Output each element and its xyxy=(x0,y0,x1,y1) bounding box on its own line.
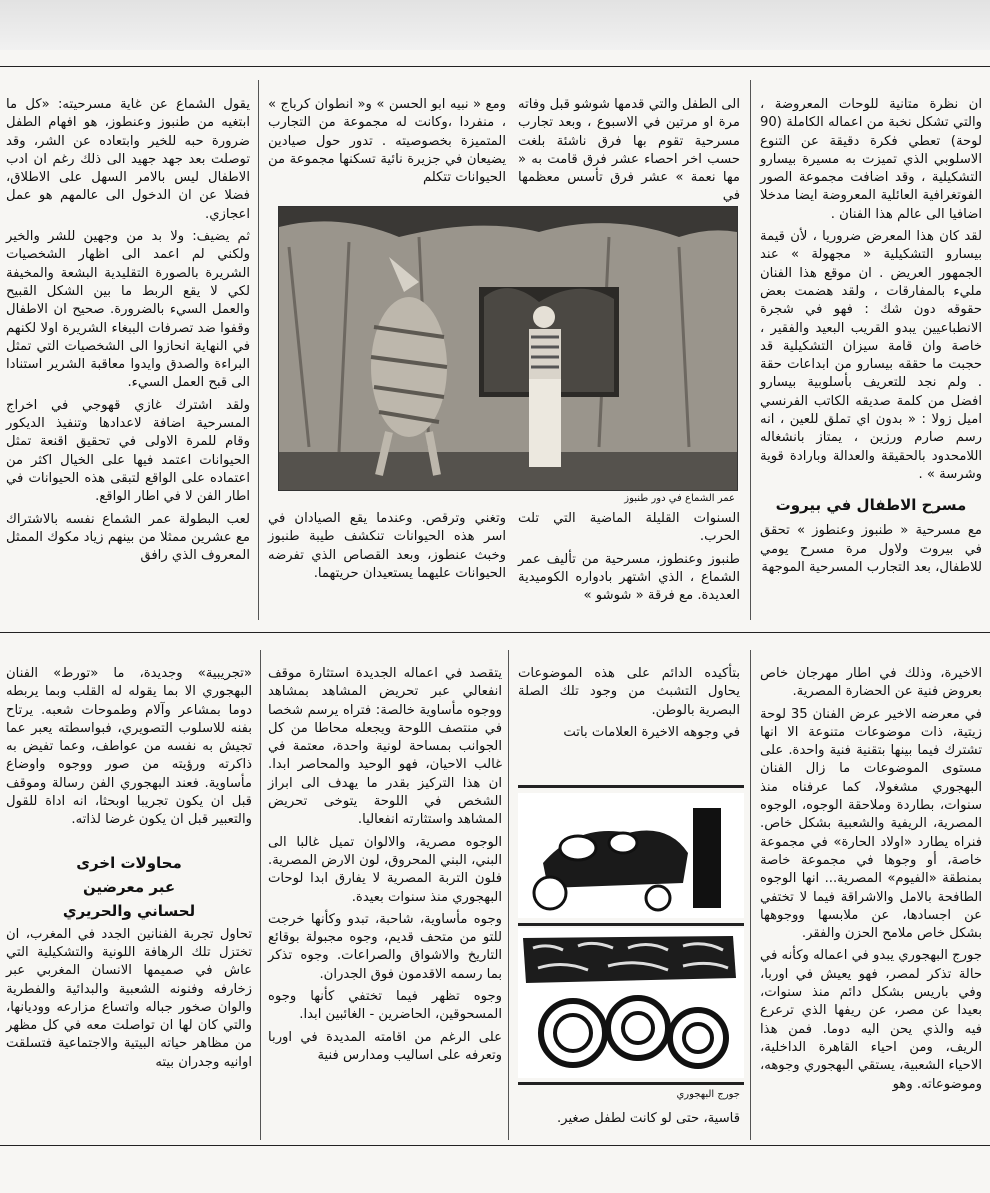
paragraph: بتأكيده الدائم على هذه الموضوعات يحاول التشبث من وجود تلك الصلة البصرية بالوطن. xyxy=(518,666,740,718)
section-heading: عبر معرضين xyxy=(82,877,176,896)
photo-caption: عمر الشماع في دور طنبوز xyxy=(624,493,735,504)
upper-column-3-bottom xyxy=(268,510,506,587)
paragraph: على الرغم من اقامته المديدة في اوربا وتعرفه على اساليب ومدارس فنية xyxy=(268,1029,502,1063)
paragraph: يقول الشماع عن غاية مسرحيته: «كل ما ابتغيه من طنبوز وعنطوز، هو افهام الطفل ضرورة حبه للخير وابتعاده عن الشر، وقد توصلت بعد جهد جهيد الى ذلك رغم ان ادب الاطفال ليس بالامر السهل على الاطلاق، فضلا عن ان الدخول الى عالمهم هو عمل اعجازي. xyxy=(6,97,250,222)
upper-column-2-top xyxy=(518,96,740,210)
paragraph: يتقصد في اعماله الجديدة استثارة موقف انفعالي عبر تحريض المشاهد بمشاهد ووجوه مأساوية خالصة: فتراه يرسم شخصا في منتصف اللوحة ويجعله محاطا من كل الجوانب بمساحة لونية واحدة، معتمة في غالب الاحيان، فهو الوحيد والمحاصر ابدا. ان هذا التركيز بقدر ما يهدف الى ابراز الشخص في اللوحة يتوخى تحريض المشاهد واستثارته انفعاليا. xyxy=(268,666,502,828)
column-divider xyxy=(750,650,751,1140)
section-heading: مسرح الاطفال في بيروت xyxy=(775,496,967,515)
section-heading: لحساني والحريري xyxy=(62,901,196,920)
figure-mid-rule xyxy=(518,923,744,926)
artwork-figure-2 xyxy=(518,928,744,1078)
paragraph: ان نظرة متانية للوحات المعروضة ، والتي تشكل نخبة من اعماله الكاملة (90 لوحة) تعطي فكرة دقيقة عن التنوع الاسلوبي الذي تميزت به مسيرة بيسارو التشكيلية ، وقد اضافت مجموعة الصور الفوتغرافية العائلية المعروضة ايضا مدخلا اضافيا الى عالم هذا الفنان . xyxy=(760,97,982,222)
paragraph: الى الطفل والتي قدمها شوشو قبل وفاته مرة او مرتين في الاسبوع ، وبعد تجارب مسرحية تقوم بها فرق ناشئة بلغت حسب اخر احصاء عشر فرق قامت به « مها نعمة » عشر فرق تأسس معظمها في xyxy=(518,97,740,204)
still-life-drawing xyxy=(518,793,744,918)
paragraph: الاخيرة، وذلك في اطار مهرجان خاص بعروض فنية عن الحضارة المصرية. xyxy=(760,666,982,700)
lower-column-2-bottom xyxy=(518,1110,740,1132)
section-heading: محاولات اخرى xyxy=(76,853,182,872)
paragraph: الوجوه مصرية، والالوان تميل غالبا الى البني، البني المحروق، لون الارض المصرية. فلون التربة المصرية لا يفارق ابدا لوحات البهجوري منذ سنوات بعيدة. xyxy=(268,834,502,905)
column-divider xyxy=(258,80,259,620)
stage-photo xyxy=(278,206,738,491)
figure-top-rule xyxy=(518,785,744,788)
paragraph: لقد كان هذا المعرض ضروريا ، لأن قيمة بيسارو التشكيلية « مجهولة » عند الجمهور العريض . ان موقع هذا الفنان مليء بالمفارقات ، ولقد هضمت بعض حقوقه دون شك : فهو في شجرة الانطباعيين يبدو القريب البعيد والفقير ، خاصة وان قامة سيزان التشكيلية قد حجبت ما حققه بيسارو من ابداعات حقة . ولم نجد للتعريف بأسلوبية بيسارو افضل من كلمة صديقه الكاتب الفرنسي اميل زولا : « بدون اي تملق للعين ، انه رسم صارم ورزين ، يمتاز بانشغاله اللامحدود بالحقيقة والعدالة وبارادة قوية وشرسة » . xyxy=(760,229,982,482)
upper-column-2-bottom xyxy=(518,510,740,609)
column-divider xyxy=(508,650,509,1140)
paragraph: وتغني وترقص. وعندما يقع الصيادان في اسر هذه الحيوانات تنكشف طيبة طنبوز وخبث عنطوز، وبعد القصاص الذي تفرضه الحيوانات عليهما يستعيدان حريتهما. xyxy=(268,511,506,581)
paragraph: «تجريبية» وجديدة، ما «تورط» الفنان البهجوري الا بما يقوله له القلب وبما يربطه دوما بمشاعر وآلام وطموحات شعبه. يرتاح بفنه للاسلوب التصويري، فبواسطته يعبر عما تجيش به نفسه من عواطف، وعما تفيض به ذاكرته ورؤيته من صور ووجوه واوضاع مأساوية. فعند البهجوري الفن رسالة وموقف قبل ان يكون تجريبا اوبحثا، انه اداة للقول والتعبير قبل ان يكون غرضا لذاته. xyxy=(6,666,252,828)
figure-bottom-rule xyxy=(518,1082,744,1085)
lower-column-1 xyxy=(760,665,982,1098)
stage-scene-image xyxy=(279,207,737,490)
bottom-rule xyxy=(0,1145,990,1146)
lower-column-2-top xyxy=(518,665,740,746)
column-divider xyxy=(750,80,751,620)
paragraph: ومع « نبيه ابو الحسن » و« انطوان كرباج » ، منفردا ،وكانت له مجموعة من التجارب المتميزة بخصوصيته . تدور حول صيادين يضيعان في جزيرة نائية تسكنها مجموعة من الحيوانات تتكلم xyxy=(268,97,506,186)
upper-column-4 xyxy=(6,96,250,569)
figure-caption: جورج البهجوري xyxy=(676,1089,740,1100)
wheels-drawing xyxy=(518,928,744,1078)
page-top-band xyxy=(0,0,990,50)
lower-column-4 xyxy=(6,665,252,1076)
paragraph: وجوه مأساوية، شاحبة، تبدو وكأنها خرجت للتو من متحف قديم، وجوه مجبولة بوقائع التاريخ والاشواق والصراعات. وجوه تذكر بما رسمه الاقدمون فوق الجدران. xyxy=(268,911,502,982)
paragraph: طنبوز وعنطوز، مسرحية من تأليف عمر الشماع ، الذي اشتهر بادواره الكوميدية العديدة. مع فرقة « شوشو » xyxy=(518,551,740,604)
actor-figure xyxy=(529,306,561,467)
upper-column-1 xyxy=(760,96,982,581)
paragraph: مع مسرحية « طنبوز وعنطوز » تحقق في بيروت ولاول مرة مسرح يومي للاطفال، بعد التجارب المسرحية الموجهة xyxy=(760,523,982,575)
paragraph: ولقد اشترك غازي قهوجي في اخراج المسرحية اضافة لاعدادها وتنفيذ الديكور وقام للمرة الاولى في تحقيق اقنعة تمثل الحيوانات اعتمد فيها على الخيال اكثر من اعتماده على الواقع لتبقى هذه الحيوانات في اطار الفن لا في اطار الواقع. xyxy=(6,397,250,505)
top-rule xyxy=(0,66,990,67)
artwork-figure-1 xyxy=(518,793,744,918)
middle-rule xyxy=(0,632,990,633)
paragraph: في معرضه الاخير عرض الفنان 35 لوحة زيتية، ذات موضوعات متنوعة الا انها تشترك فيما بينها بتقنية فنية واحدة. على مستوى الموضوعات ما زال الفنان البهجوري مشغولا، كما عرفناه منذ سنوات، بطاردة وملاحقة الوجوه، الوجوه المصرية، الريفية والشعبية بشكل خاص. فنراه يطارد «اولاد الحارة» في مجموعة خاصة، أو وجوها في مجموعة خاصة بمنطقة «الفيوم» المصرية... انها الوجوه الطافحة بالامل والاشراقة فيما لا تختفي عن اجسادها، عن ملابسها ووجوهها بشكل خاص ملامح الحزن والفقر. xyxy=(760,706,982,942)
paragraph: جورج البهجوري يبدو في اعماله وكأنه في حالة تذكر لمصر، فهو يعيش في اوربا، وفي باريس بشكل دائم منذ سنوات، بعيدا عن مصر، عن ريفها الذي ترعرع فيه والذي يحن اليه دوما. فمن هذا الريف، ومن احياء القاهرة الداخلية، الاحياء الشعبية، يستقي البهجوري وجوهه، وموضوعاته. وهو xyxy=(760,948,982,1092)
paragraph: قاسية، حتى لو كانت لطفل صغير. xyxy=(556,1111,740,1126)
lower-column-3 xyxy=(268,665,502,1069)
upper-column-3-top xyxy=(268,96,506,191)
paragraph: في وجوهه الاخيرة العلامات باتت xyxy=(563,724,740,740)
paragraph: وجوه تظهر فيما تختفي كأنها وجوه المسحوقين، الحاضرين - الغائبين ابدا. xyxy=(268,989,502,1023)
column-divider xyxy=(260,650,261,1140)
paragraph: السنوات القليلة الماضية التي تلت الحرب. xyxy=(518,511,740,545)
paragraph: لعب البطولة عمر الشماع نفسه بالاشتراك مع عشرين ممثلا من بينهم زياد مكوك الممثل المعروف الذي رافق xyxy=(6,511,250,564)
paragraph: ثم يضيف: ولا بد من وجهين للشر والخير ولكني لم اعمد الى اظهار الشخصيات الشريرة بالصورة التقليدية البشعة والمخيفة لكي لا يقع الربط ما بين الشكل القبيح والعمل السيء بالضرورة. صحيح ان الاطفال وقفوا ضد تصرفات الببغاء الشريرة اولا لكنهم في النهاية انحازوا الى الشخصيات التي تمثل البراءة والصدق وايدوا معاقبة الشرير استنادا الى قبح العمل السيء. xyxy=(6,229,250,391)
paragraph: تحاول تجربة الفنانين الجدد في المغرب، ان تختزل تلك الرهافة اللونية والتشكيلية التي عاش في صميمها الانسان المغربي عبر زخارفه وفنونه الشعبية والبدائية والفطرية والوان صخور جباله واتساع مزارعه ووديانها، والتي كان لها ان تواصلت معه في كل مظهر من مظاهر حياته البيتية والاجتماعية فتسلقت اوانيه وجدران بيته xyxy=(6,926,252,1070)
